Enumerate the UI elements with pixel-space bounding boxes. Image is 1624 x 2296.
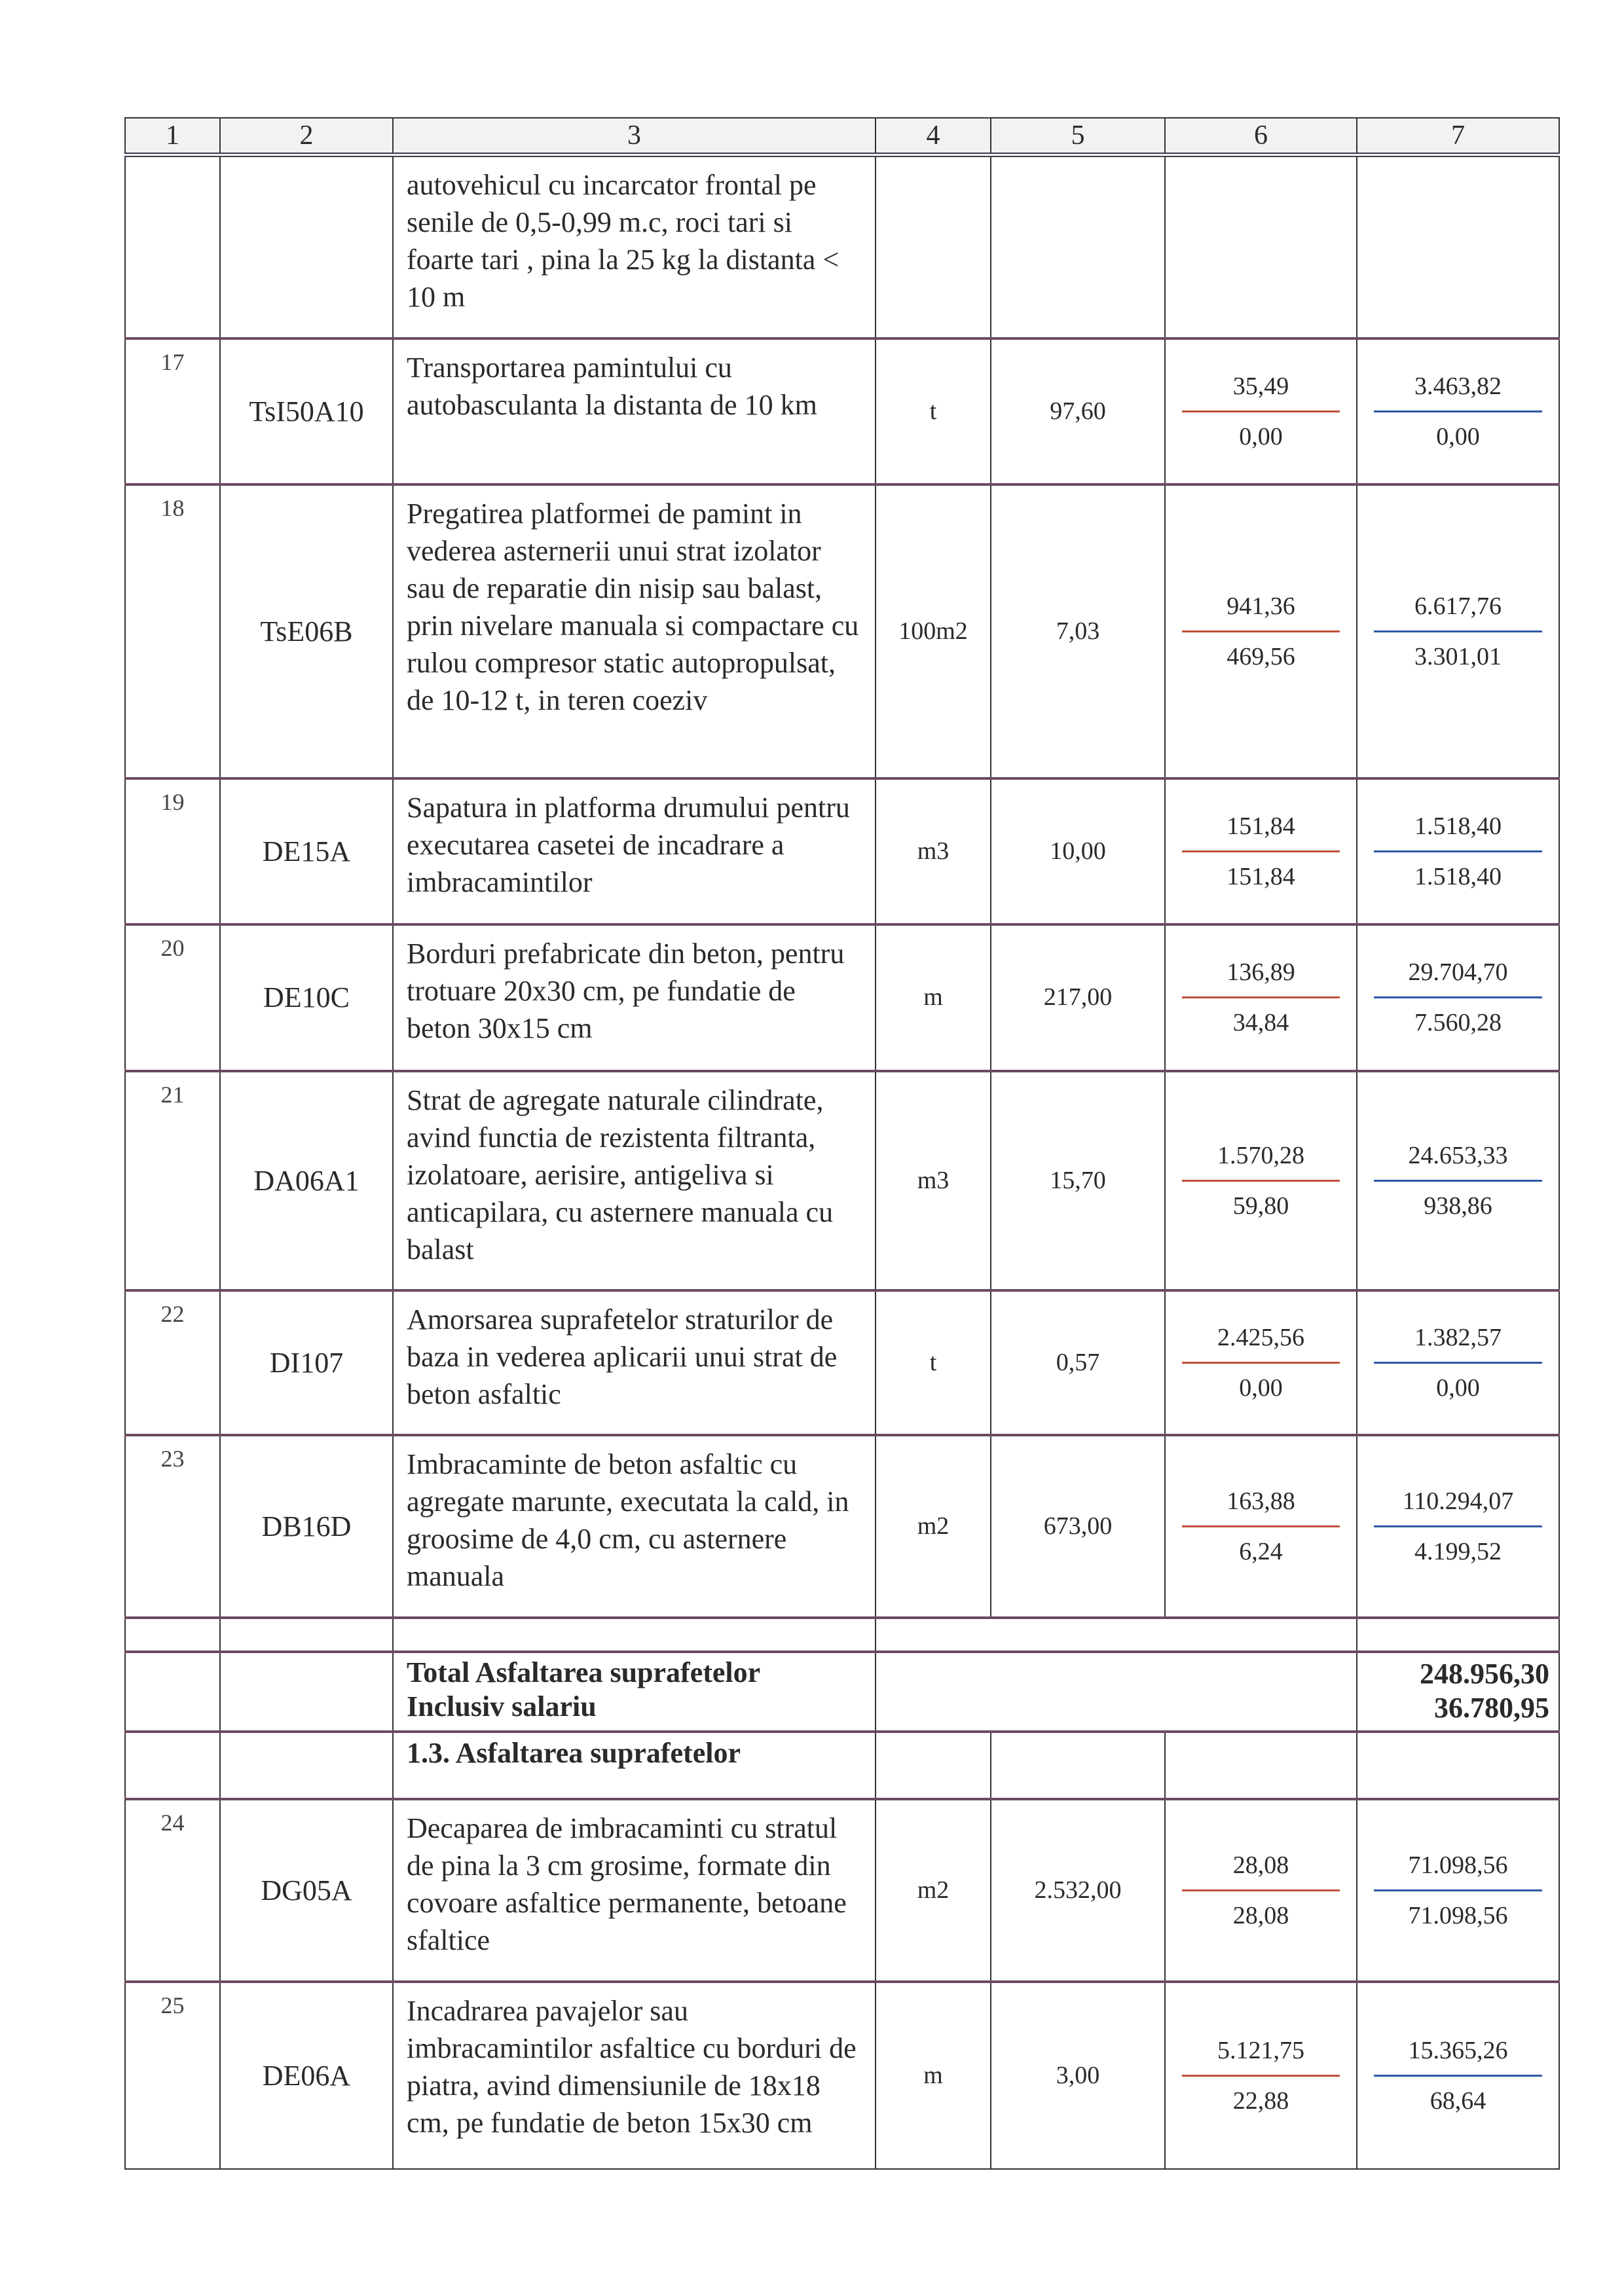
work-description: Imbracaminte de beton asfaltic cu agregate marunte, executata la cald, in groosime de 4,0 cm, cu asternere manuala	[393, 1435, 876, 1618]
unit-price-total: 941,36	[1227, 592, 1295, 620]
work-description: Sapatura in platforma drumului pentru executarea casetei de incadrare a imbracamintilor	[393, 778, 876, 924]
column-header: 3	[393, 118, 876, 155]
fraction-divider	[1182, 410, 1340, 412]
unit: t	[876, 1290, 991, 1435]
line-total	[1357, 1982, 1559, 2169]
norm-code: DI107	[220, 1290, 393, 1435]
row-number: 21	[125, 1071, 220, 1290]
unit-price	[1165, 1071, 1357, 1290]
row-number: 25	[125, 1982, 220, 2169]
total-row	[125, 1652, 1559, 1732]
table-row	[125, 924, 1559, 1071]
unit-price	[1165, 1290, 1357, 1435]
unit: t	[876, 338, 991, 484]
fraction-divider	[1374, 850, 1542, 852]
quantity: 2.532,00	[991, 1799, 1165, 1982]
column-header: 1	[125, 118, 220, 155]
unit: 100m2	[876, 484, 991, 778]
line-total-amount: 24.653,33	[1408, 1141, 1508, 1169]
quantity: 217,00	[991, 924, 1165, 1071]
line-total-salary: 938,86	[1424, 1192, 1492, 1220]
quantity: 15,70	[991, 1071, 1165, 1290]
unit: m2	[876, 1799, 991, 1982]
fraction-divider	[1374, 1362, 1542, 1364]
continuation-description: autovehicul cu incarcator frontal pe senile de 0,5-0,99 m.c, roci tari si foarte tari , pina la 25 kg la distanta < 10 m	[393, 155, 876, 338]
line-total	[1357, 924, 1559, 1071]
row-number: 17	[125, 338, 220, 484]
unit-price-salary: 6,24	[1239, 1537, 1283, 1565]
fraction-divider	[1182, 850, 1340, 852]
line-total-salary: 71.098,56	[1408, 1901, 1508, 1929]
unit-price-total: 28,08	[1232, 1851, 1289, 1879]
line-total	[1357, 1799, 1559, 1982]
line-total-salary: 7.560,28	[1414, 1009, 1502, 1036]
line-total	[1357, 1071, 1559, 1290]
unit-price-salary: 469,56	[1227, 642, 1295, 670]
unit: m3	[876, 778, 991, 924]
line-total-amount: 1.518,40	[1414, 812, 1502, 840]
line-total-salary: 3.301,01	[1414, 642, 1502, 670]
column-header: 6	[1165, 118, 1357, 155]
quantity: 10,00	[991, 778, 1165, 924]
unit: m2	[876, 1435, 991, 1618]
unit-price	[1165, 1435, 1357, 1618]
work-description: Transportarea pamintului cu autobasculanta la distanta de 10 km	[393, 338, 876, 484]
unit-price	[1165, 1799, 1357, 1982]
norm-code: TsE06B	[220, 484, 393, 778]
line-total	[1357, 1435, 1559, 1618]
fraction-divider	[1182, 1525, 1340, 1527]
unit-price-total: 5.121,75	[1217, 2036, 1304, 2064]
work-description: Pregatirea platformei de pamint in vederea asternerii unui strat izolator sau de reparatie din nisip sau balast, prin nivelare manuala si compactare cu rulou compresor static autopropulsat, de 10-12 t, in teren coeziv	[393, 484, 876, 778]
quantity: 7,03	[991, 484, 1165, 778]
line-total	[1357, 778, 1559, 924]
fraction-divider	[1182, 1889, 1340, 1891]
column-header: 5	[991, 118, 1165, 155]
quantity: 97,60	[991, 338, 1165, 484]
fraction-divider	[1182, 1180, 1340, 1182]
unit-price-salary: 151,84	[1227, 862, 1295, 890]
table-row	[125, 1071, 1559, 1290]
fraction-divider	[1182, 630, 1340, 632]
norm-code: DE15A	[220, 778, 393, 924]
total-label: Total Asfaltarea suprafetelor	[407, 1656, 761, 1688]
estimate-table	[124, 117, 1560, 2170]
line-total-amount: 110.294,07	[1402, 1487, 1514, 1515]
line-total	[1357, 1290, 1559, 1435]
unit-price	[1165, 924, 1357, 1071]
work-description: Borduri prefabricate din beton, pentru trotuare 20x30 cm, pe fundatie de beton 30x15 cm	[393, 924, 876, 1071]
norm-code: DE06A	[220, 1982, 393, 2169]
total-value: 248.956,30	[1420, 1657, 1549, 1690]
section-title: 1.3. Asfaltarea suprafetelor	[393, 1732, 876, 1799]
line-total	[1357, 484, 1559, 778]
unit-price	[1165, 484, 1357, 778]
quantity: 0,57	[991, 1290, 1165, 1435]
unit-price-total: 35,49	[1232, 372, 1289, 400]
unit-price-total: 1.570,28	[1217, 1141, 1304, 1169]
unit: m	[876, 924, 991, 1071]
column-header: 2	[220, 118, 393, 155]
unit-price-salary: 0,00	[1239, 422, 1283, 450]
quantity: 673,00	[991, 1435, 1165, 1618]
line-total-salary: 0,00	[1436, 422, 1480, 450]
row-number: 18	[125, 484, 220, 778]
work-description: Amorsarea suprafetelor straturilor de baza in vederea aplicarii unui strat de beton asfaltic	[393, 1290, 876, 1435]
fraction-divider	[1374, 410, 1542, 412]
row-number: 22	[125, 1290, 220, 1435]
line-total-salary: 0,00	[1436, 1374, 1480, 1402]
quantity: 3,00	[991, 1982, 1165, 2169]
unit-price-total: 2.425,56	[1217, 1323, 1304, 1351]
table-row	[125, 1799, 1559, 1982]
fraction-divider	[1374, 630, 1542, 632]
section-row	[125, 1732, 1559, 1799]
fraction-divider	[1374, 1180, 1542, 1182]
continuation-row	[125, 155, 1559, 338]
line-total-salary: 1.518,40	[1414, 862, 1502, 890]
line-total-salary: 68,64	[1430, 2086, 1486, 2115]
table-row	[125, 338, 1559, 484]
norm-code: DB16D	[220, 1435, 393, 1618]
line-total-amount: 71.098,56	[1408, 1851, 1508, 1879]
unit-price	[1165, 338, 1357, 484]
unit-price-salary: 22,88	[1232, 2086, 1289, 2115]
row-number: 19	[125, 778, 220, 924]
norm-code: DE10C	[220, 924, 393, 1071]
unit-price-total: 136,89	[1227, 958, 1295, 986]
spacer-row	[125, 1618, 1559, 1652]
unit-price-total: 151,84	[1227, 812, 1295, 840]
unit-price	[1165, 778, 1357, 924]
fraction-divider	[1374, 1889, 1542, 1891]
column-header-row	[125, 118, 1559, 155]
unit: m3	[876, 1071, 991, 1290]
line-total-amount: 6.617,76	[1414, 592, 1502, 620]
column-header: 4	[876, 118, 991, 155]
unit-price-salary: 28,08	[1232, 1901, 1289, 1929]
work-description: Decaparea de imbracaminti cu stratul de pina la 3 cm grosime, formate din covoare asfaltice permanente, betoane sfaltice	[393, 1799, 876, 1982]
norm-code: DG05A	[220, 1799, 393, 1982]
table-row	[125, 1290, 1559, 1435]
work-description: Incadrarea pavajelor sau imbracamintilor asfaltice cu borduri de piatra, avind dimensiunile de 18x18 cm, pe fundatie de beton 15x30 cm	[393, 1982, 876, 2169]
fraction-divider	[1182, 1362, 1340, 1364]
line-total-amount: 15.365,26	[1408, 2036, 1508, 2064]
norm-code: TsI50A10	[220, 338, 393, 484]
unit-price-salary: 34,84	[1232, 1009, 1289, 1036]
fraction-divider	[1374, 1525, 1542, 1527]
fraction-divider	[1182, 996, 1340, 998]
line-total-amount: 1.382,57	[1414, 1323, 1502, 1351]
line-total-amount: 3.463,82	[1414, 372, 1502, 400]
row-number: 24	[125, 1799, 220, 1982]
table-row	[125, 1435, 1559, 1618]
fraction-divider	[1374, 996, 1542, 998]
unit: m	[876, 1982, 991, 2169]
unit-price	[1165, 1982, 1357, 2169]
fraction-divider	[1374, 2075, 1542, 2077]
norm-code: DA06A1	[220, 1071, 393, 1290]
total-salary-value: 36.780,95	[1434, 1691, 1549, 1724]
row-number: 23	[125, 1435, 220, 1618]
column-header: 7	[1357, 118, 1559, 155]
unit-price-total: 163,88	[1227, 1487, 1295, 1515]
work-description: Strat de agregate naturale cilindrate, avind functia de rezistenta filtranta, izolatoare, aerisire, antigeliva si anticapilara, cu asternere manuala cu balast	[393, 1071, 876, 1290]
line-total-salary: 4.199,52	[1414, 1537, 1502, 1565]
table-row	[125, 484, 1559, 778]
unit-price-salary: 0,00	[1239, 1374, 1283, 1402]
fraction-divider	[1182, 2075, 1340, 2077]
unit-price-salary: 59,80	[1232, 1192, 1289, 1220]
line-total-amount: 29.704,70	[1408, 958, 1508, 986]
table-row	[125, 1982, 1559, 2169]
table-row	[125, 778, 1559, 924]
line-total	[1357, 338, 1559, 484]
row-number: 20	[125, 924, 220, 1071]
total-salary-label: Inclusiv salariu	[407, 1690, 597, 1722]
